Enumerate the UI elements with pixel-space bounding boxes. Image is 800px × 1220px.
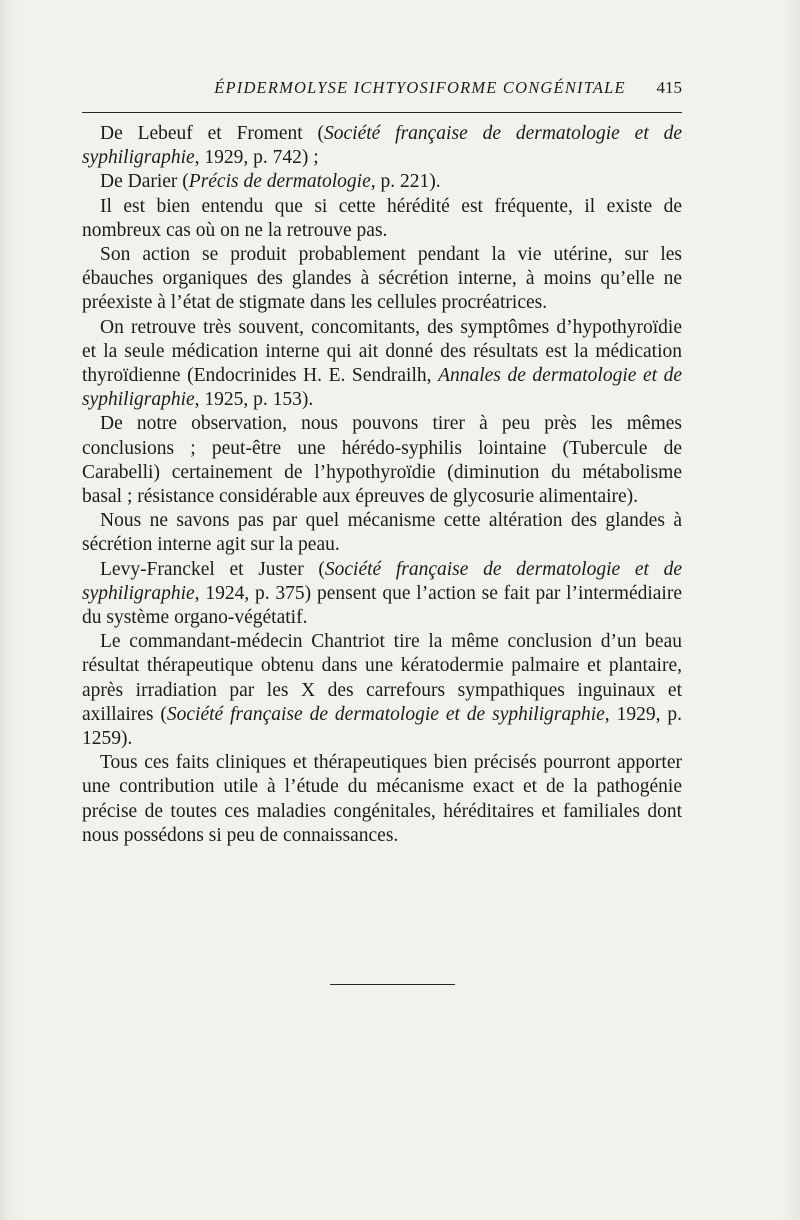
paragraph-darier: De Darier (Précis de dermatologie, p. 221).: [100, 171, 441, 193]
end-rule: [330, 984, 455, 985]
paragraph-mecanisme: Nous ne savons pas par quel mécanisme cette altération des glandes à sécrétion interne agit sur la peau.: [82, 510, 682, 556]
header-rule: [82, 112, 682, 113]
paragraph-chantriot: Le commandant-médecin Chantriot tire la même conclusion d’un beau résultat thérapeutique obtenu dans une kératodermie palmaire et plantaire, après irradiation par les X des carrefours sympathiques inguinaux et axillaires (Société française de dermatologie et de syphiligraphie, 1929, p. 1259).: [82, 631, 683, 750]
body-text: [82, 122, 682, 848]
paragraph-levy-franckel: Levy-Franckel et Juster (Société française de dermatologie et de syphiligraphie, 1924, p. 375) pensent que l’action se fait par l’intermédiaire du système organo-végétatif.: [82, 558, 682, 629]
running-title: ÉPIDERMOLYSE ICHTYOSIFORME CONGÉNITALE: [214, 78, 626, 97]
paragraph-lebeuf: De Lebeuf et Froment (Société française de dermatologie et de syphiligraphie, 1929, p. 742) ;: [82, 123, 682, 169]
paragraph-observation: De notre observation, nous pouvons tirer à peu près les mêmes conclusions ; peut-être une hérédo-syphilis lointaine (Tubercule de Carabelli) certainement de l’hypothyroïdie (diminution du métabolisme basal ; résistance considérable aux épreuves de glycosurie alimentaire).: [82, 413, 682, 508]
paragraph-conclusion: Tous ces faits cliniques et thérapeutiques bien précisés pourront apporter une contribution utile à l’étude du mécanisme exact et de la pathogénie précise de toutes ces maladies congénitales, héréditaires et familiales dont nous possédons si peu de connaissances.: [82, 752, 682, 846]
paragraph-hypothyroidie: On retrouve très souvent, concomitants, des symptômes d’hypothyroïdie et la seule médication interne qui ait donné des résultats est la médication thyroïdienne (Endocrinides H. E. Sendrailh, Annales de dermatologie et de syphiligraphie, 1925, p. 153).: [82, 316, 682, 411]
page-number: 415: [656, 78, 682, 97]
paragraph-action: Son action se produit probablement pendant la vie utérine, sur les ébauches organiques des glandes à sécrétion interne, à moins qu’elle ne préexiste à l’état de stigmate dans les cellules procréatrices.: [82, 244, 682, 314]
paragraph-heredite: Il est bien entendu que si cette hérédité est fréquente, il existe de nombreux cas où on ne la retrouve pas.: [82, 195, 682, 241]
page-header: [82, 78, 682, 104]
